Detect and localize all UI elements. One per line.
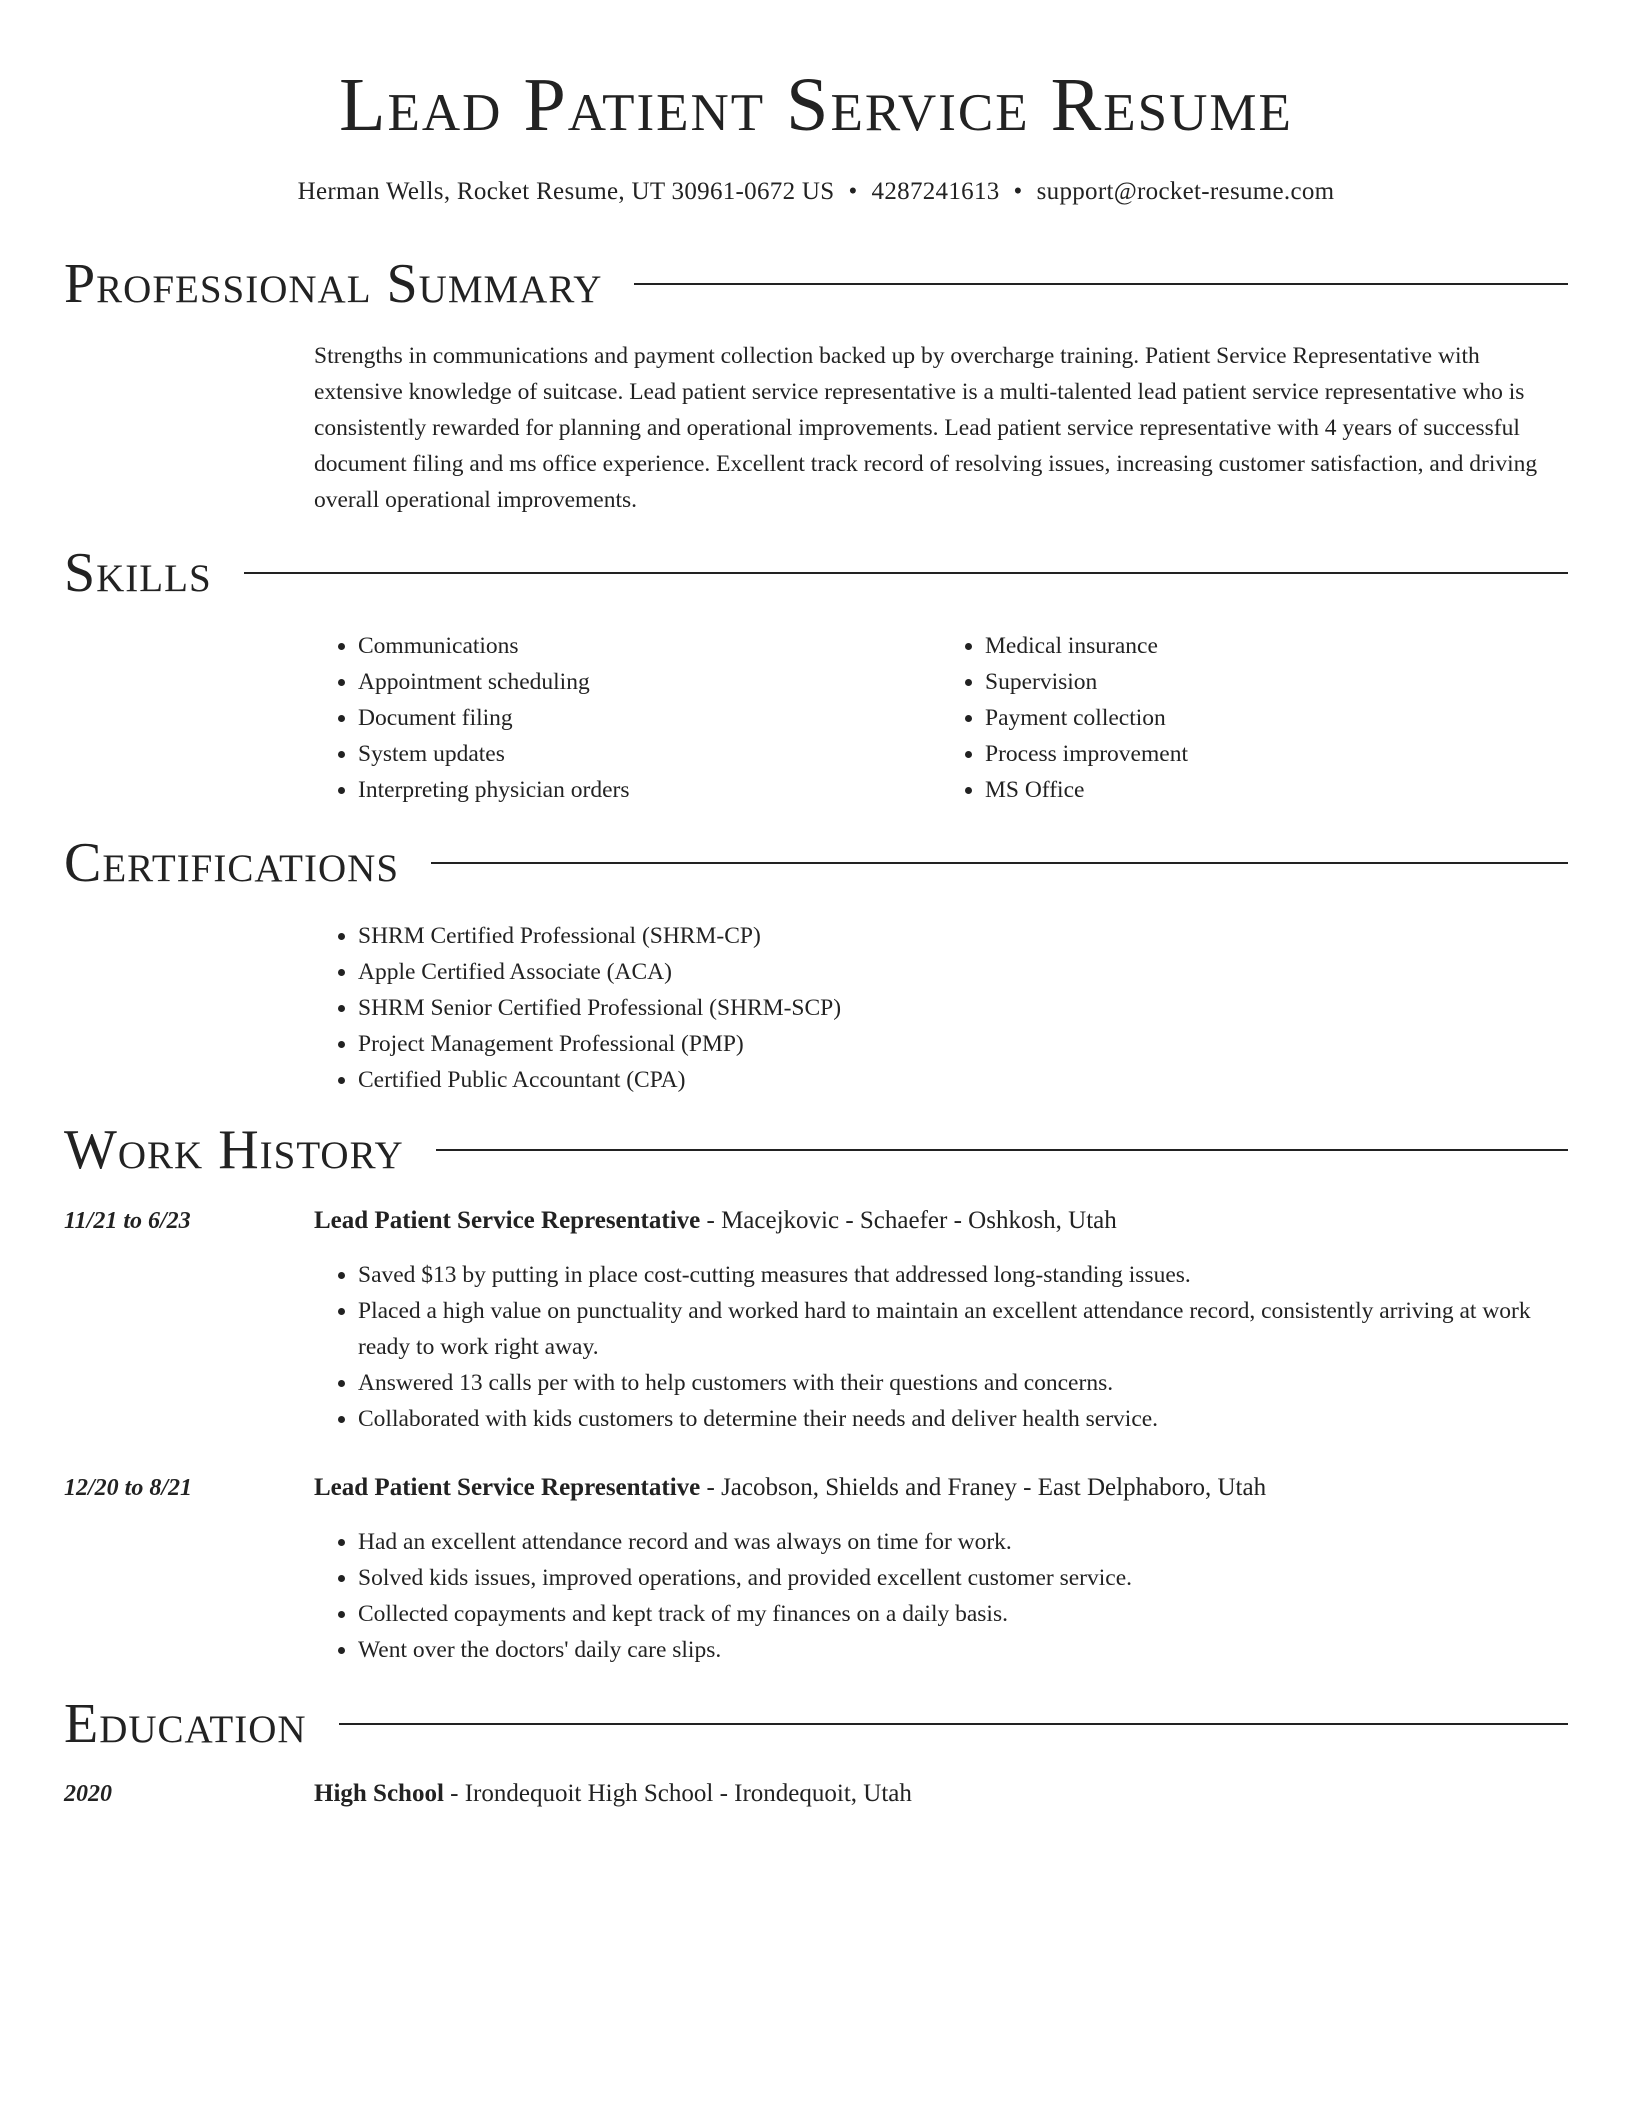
education-school-location: - Irondequoit High School - Irondequoit, Utah — [443, 1780, 912, 1807]
job-bullets — [314, 1257, 1568, 1437]
education-line — [314, 1776, 1568, 1812]
summary-text: Strengths in communications and payment collection backed up by overcharge training. Patient Service Representative with extensive knowledge of suitcase. Lead patient service representative is a multi-talented lead patient service representative who is consistently rewarded for planning and operational improvements. Lead patient service representative with 4 years of successful document filing and ms office experience. Excellent track record of resolving issues, increasing customer satisfaction, and driving overall operational improvements. — [314, 343, 1538, 513]
skill-item: • Process improvement — [985, 736, 1568, 772]
skill-item: • System updates — [358, 736, 941, 772]
skill-item: • Document filing — [358, 700, 941, 736]
job-entry — [314, 1203, 1568, 1437]
job-employer-location: - Jacobson, Shields and Franey - East Delphaboro, Utah — [700, 1474, 1267, 1501]
certification-item: • Apple Certified Associate (ACA) — [358, 954, 1568, 990]
job-title-line — [314, 1203, 1568, 1239]
job-dates: 12/20 to 8/21 — [64, 1475, 193, 1501]
section-divider — [431, 862, 1568, 864]
skill-item: • Appointment scheduling — [358, 664, 941, 700]
skills-section-header — [64, 541, 1568, 605]
job-dates: 11/21 to 6/23 — [64, 1208, 191, 1234]
certifications-list — [314, 918, 1568, 1098]
contact-separator: • — [1013, 178, 1023, 205]
summary-block — [314, 338, 1568, 518]
job-title-line — [314, 1470, 1568, 1506]
education-section-header — [64, 1692, 1568, 1756]
job-role: Lead Patient Service Representative — [314, 1207, 701, 1234]
job-bullet: • Answered 13 calls per with to help customers with their questions and concerns. — [358, 1365, 1568, 1401]
resume-title: Lead Patient Service Resume — [339, 63, 1293, 147]
education-heading: Education — [64, 1693, 307, 1755]
education-year: 2020 — [64, 1781, 112, 1807]
certification-item: • Certified Public Accountant (CPA) — [358, 1062, 1568, 1098]
contact-separator: • — [848, 178, 858, 205]
contact-address: Herman Wells, Rocket Resume, UT 30961-0672 US — [297, 178, 835, 205]
certification-item: • SHRM Certified Professional (SHRM-CP) — [358, 918, 1568, 954]
certifications-section-header — [64, 831, 1568, 895]
section-divider — [436, 1149, 1568, 1151]
job-bullet: • Saved $13 by putting in place cost-cutting measures that addressed long-standing issues. — [358, 1257, 1568, 1293]
job-entry — [314, 1470, 1568, 1668]
contact-phone: 4287241613 — [871, 178, 1000, 205]
job-employer-location: - Macejkovic - Schaefer - Oshkosh, Utah — [700, 1207, 1117, 1234]
education-entry — [314, 1776, 1568, 1812]
summary-heading: Professional Summary — [64, 253, 603, 315]
skill-item: • Interpreting physician orders — [358, 772, 941, 808]
section-divider — [244, 572, 1568, 574]
work-section-header — [64, 1118, 1568, 1182]
contact-line — [0, 174, 1632, 210]
job-bullet: • Collaborated with kids customers to determine their needs and deliver health service. — [358, 1401, 1568, 1437]
skills-block — [314, 628, 1568, 808]
certifications-block — [314, 918, 1568, 1098]
job-bullets — [314, 1524, 1568, 1668]
skills-list-right — [941, 628, 1568, 808]
contact-email: support@rocket-resume.com — [1036, 178, 1335, 205]
job-role: Lead Patient Service Representative — [314, 1474, 701, 1501]
job-bullet: • Went over the doctors' daily care slips. — [358, 1632, 1568, 1668]
skill-item: • Communications — [358, 628, 941, 664]
certification-item: • SHRM Senior Certified Professional (SHRM-SCP) — [358, 990, 1568, 1026]
skill-item: • MS Office — [985, 772, 1568, 808]
section-divider — [634, 283, 1568, 285]
summary-section-header — [64, 252, 1568, 316]
job-bullet: • Solved kids issues, improved operations, and provided excellent customer service. — [358, 1560, 1568, 1596]
skill-item: • Supervision — [985, 664, 1568, 700]
job-bullet: • Collected copayments and kept track of my finances on a daily basis. — [358, 1596, 1568, 1632]
certifications-heading: Certifications — [64, 832, 400, 894]
certification-item: • Project Management Professional (PMP) — [358, 1026, 1568, 1062]
education-degree: High School — [314, 1780, 444, 1807]
skill-item: • Medical insurance — [985, 628, 1568, 664]
job-bullet: • Placed a high value on punctuality and worked hard to maintain an excellent attendance record, consistently arriving at work ready to work right away. — [358, 1293, 1568, 1365]
job-bullet: • Had an excellent attendance record and was always on time for work. — [358, 1524, 1568, 1560]
skill-item: • Payment collection — [985, 700, 1568, 736]
skills-heading: Skills — [64, 542, 212, 604]
section-divider — [339, 1723, 1568, 1725]
skills-list-left — [314, 628, 941, 808]
work-heading: Work History — [64, 1119, 404, 1181]
